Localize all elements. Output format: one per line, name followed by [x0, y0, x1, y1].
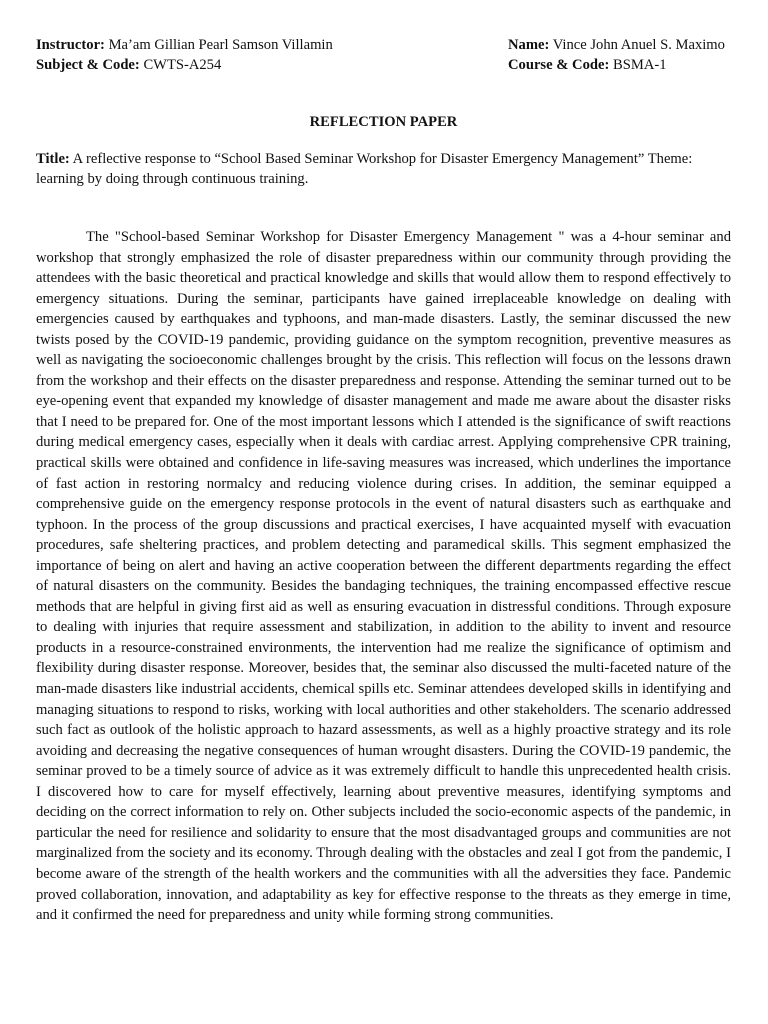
instructor-value: Ma’am Gillian Pearl Samson Villamin: [108, 37, 333, 53]
subject-label: Subject & Code:: [36, 56, 140, 73]
header-row-1: [36, 36, 731, 56]
name-label: Name:: [508, 37, 550, 53]
course-label: Course & Code:: [508, 56, 610, 73]
page-title: REFLECTION PAPER: [309, 114, 458, 130]
title-label: Title:: [36, 151, 70, 167]
document-page: [36, 36, 731, 940]
instructor-label: Instructor:: [36, 37, 105, 53]
subject-value: CWTS-A254: [143, 56, 222, 73]
course-field: [508, 56, 731, 76]
name-field: [508, 36, 731, 56]
header-row-2: [36, 56, 731, 76]
title-text: A reflective response to “School Based Seminar Workshop for Disaster Emergency Management” Theme: learning by doing through continuous training.: [36, 151, 693, 187]
name-value: Vince John Anuel S. Maximo: [552, 37, 725, 53]
instructor-field: [36, 36, 333, 56]
document-title: [36, 150, 731, 189]
body-paragraph: The "School-based Seminar Workshop for Disaster Emergency Management " was a 4-hour seminar and workshop that strongly emphasized the role of disaster preparedness within our community through providing the attendees with the basic theoretical and practical knowledge and skills that would allow them to respond effectively to emergency situations. During the seminar, participants have gained irreplaceable knowledge on dealing with emergencies caused by earthquakes and typhoons, and man-made disasters. Lastly, the seminar discussed the new twists posed by the COVID-19 pandemic, providing guidance on the symptom recognition, preventive measures as well as navigating the socioeconomic challenges brought by the crisis. This reflection will focus on the lessons drawn from the workshop and their effects on the disaster preparedness and response. Attending the seminar turned out to be eye-opening event that expanded my knowledge of disaster management and made me aware about the disaster risks that I need to be prepared for. One of the most important lessons which I attended is the significance of swift reactions during medical emergency cases, especially when it deals with cardiac arrest. Applying comprehensive CPR training, practical skills were obtained and confidence in life-saving measures was increased, which underlines the importance of fast action in restoring normalcy and reducing violence during crises. In addition, the seminar equipped a comprehensive guide on the emergency response protocols in the event of natural disasters such as earthquake and typhoon. In the process of the group discussions and practical exercises, I have acquainted myself with evacuation procedures, safe sheltering practices, and problem detecting and paramedical skills. This segment emphasized the importance of being on alert and having an active cooperation between the different departments regarding the effect of natural disasters on the community. Besides the bandaging techniques, the training encompassed effective rescue methods that are helpful in giving first aid as well as ensuring evacuation in distressful conditions. Through exposure to dealing with injuries that require assessment and stabilization, in addition to the ability to invent and resource products in a resource-constrained environments, the intervention had me realize the significance of optimism and flexibility during disaster response. Moreover, besides that, the seminar also discussed the multi-faceted nature of the man-made disasters like industrial accidents, chemical spills etc. Seminar attendees developed skills in identifying and managing situations to respond to risks, working with local authorities and other stakeholders. The scenario addressed such fact as outlook of the holistic approach to hazard assessments, as well as a highly proactive strategy and its role avoiding and decreasing the negative consequences of human wrought disasters. During the COVID-19 pandemic, the seminar proved to be a timely source of advice as it was extremely difficult to handle this unprecedented health crisis. I discovered how to care for myself effectively, learning about preventive measures, identifying symptoms and deciding on the correct information to rely on. Other subjects included the socio-economic aspects of the pandemic, in particular the need for resilience and solidarity to ensure that the most disadvantaged groups and communities are not marginalized from the society and its economy. Through dealing with the obstacles and zeal I got from the pandemic, I become aware of the strength of the health workers and the communities with all the adversities they face. Pandemic proved collaboration, innovation, and adaptability as key for effective response to the threats as they emerge in time, and it confirmed the need for preparedness and unity while forming strong communities.: [36, 229, 731, 924]
subject-field: [36, 56, 221, 76]
course-value: BSMA-1: [613, 56, 667, 73]
